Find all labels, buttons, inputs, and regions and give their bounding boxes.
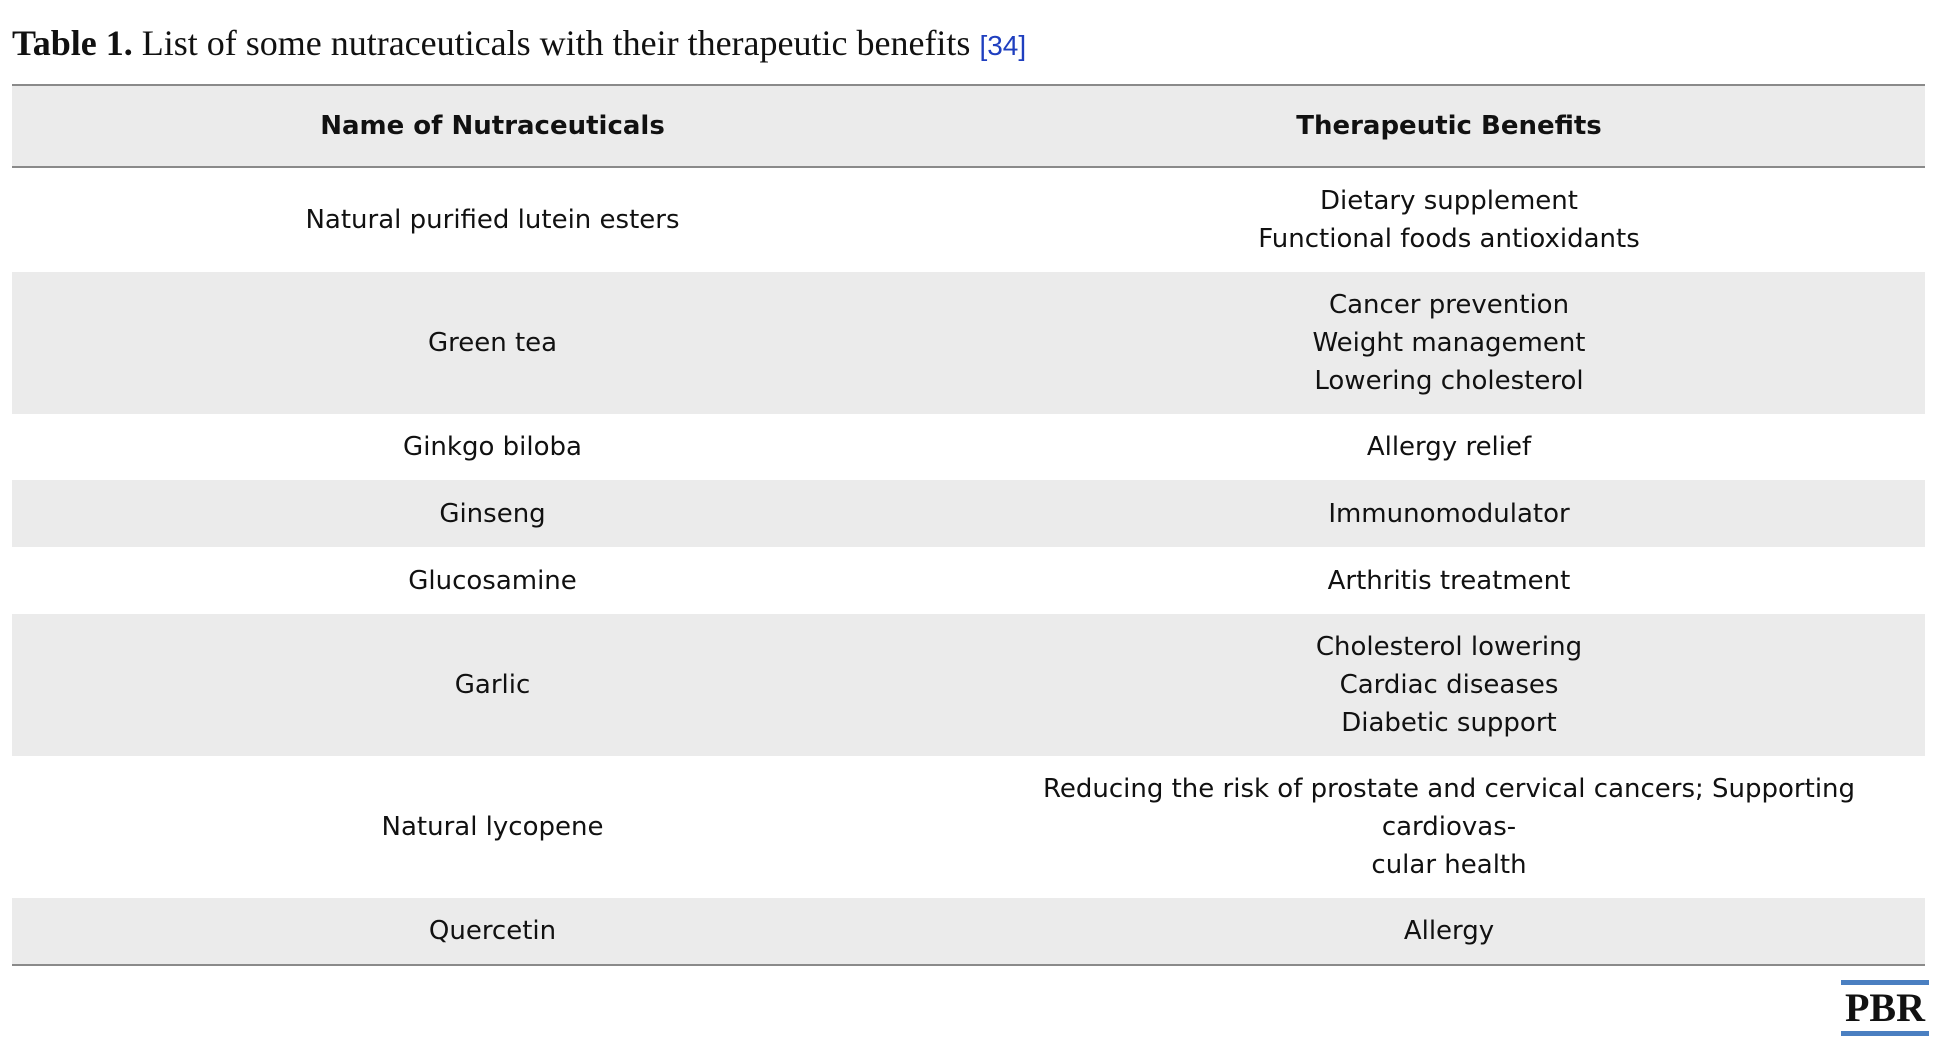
table-caption [12,22,1026,64]
table-row [12,414,1925,480]
benefit-item: cular health [1371,850,1527,880]
benefit-item: Cancer prevention [1328,290,1570,320]
table-row [12,614,1925,756]
table-row [12,756,1925,898]
benefit-item: Allergy relief [1366,432,1532,462]
table-body [12,167,1925,965]
benefit-item: Reducing the risk of prostate and cervical cancers; Supporting cardiovas- [1042,774,1856,842]
benefit-item: Immunomodulator [1328,498,1570,529]
benefit-item: Cardiac diseases [1339,670,1559,700]
benefit-item: Cholesterol lowering [1315,632,1583,662]
benefit-item: Functional foods antioxidants [1258,224,1640,254]
table-row [12,547,1925,614]
table-row [12,167,1925,272]
nutraceutical-name-cell: Green tea [427,328,558,358]
column-header-name: Name of Nutraceuticals [320,111,665,141]
pbr-logo: PBR [1841,980,1929,1036]
therapeutic-benefits-cell [973,898,1925,965]
column-header-benefits: Therapeutic Benefits [1296,111,1602,141]
nutraceutical-name-cell: Natural lycopene [381,812,604,842]
nutraceutical-name-cell: Garlic [454,670,531,700]
benefit-item: Allergy [1403,916,1495,946]
nutraceuticals-table [12,84,1925,966]
benefit-item: Lowering cholesterol [1314,366,1584,396]
nutraceutical-name-cell: Quercetin [428,916,557,946]
reference-link[interactable]: [34] [979,30,1027,61]
therapeutic-benefits-cell [973,547,1925,614]
table-row [12,272,1925,414]
table-caption-text: List of some nutraceuticals with their therapeutic benefits [141,23,971,63]
nutraceutical-name-cell: Ginkgo biloba [403,432,582,462]
therapeutic-benefits-cell [973,167,1925,272]
therapeutic-benefits-cell [973,614,1925,756]
therapeutic-benefits-cell [973,756,1925,898]
benefit-item: Dietary supplement [1320,186,1578,216]
therapeutic-benefits-cell [973,272,1925,414]
table-header-row [12,85,1925,167]
therapeutic-benefits-cell [973,414,1925,480]
nutraceutical-name-cell: Ginseng [439,498,546,529]
benefit-item: Arthritis treatment [1327,565,1571,596]
nutraceutical-name-cell: Natural purified lutein esters [305,205,680,235]
table-row [12,898,1925,965]
nutraceutical-name-cell: Glucosamine [408,565,577,596]
table-caption-label: Table 1. [12,23,133,63]
benefit-item: Diabetic support [1341,708,1557,738]
benefit-item: Weight management [1312,328,1586,358]
table-row [12,480,1925,547]
therapeutic-benefits-cell [973,480,1925,547]
